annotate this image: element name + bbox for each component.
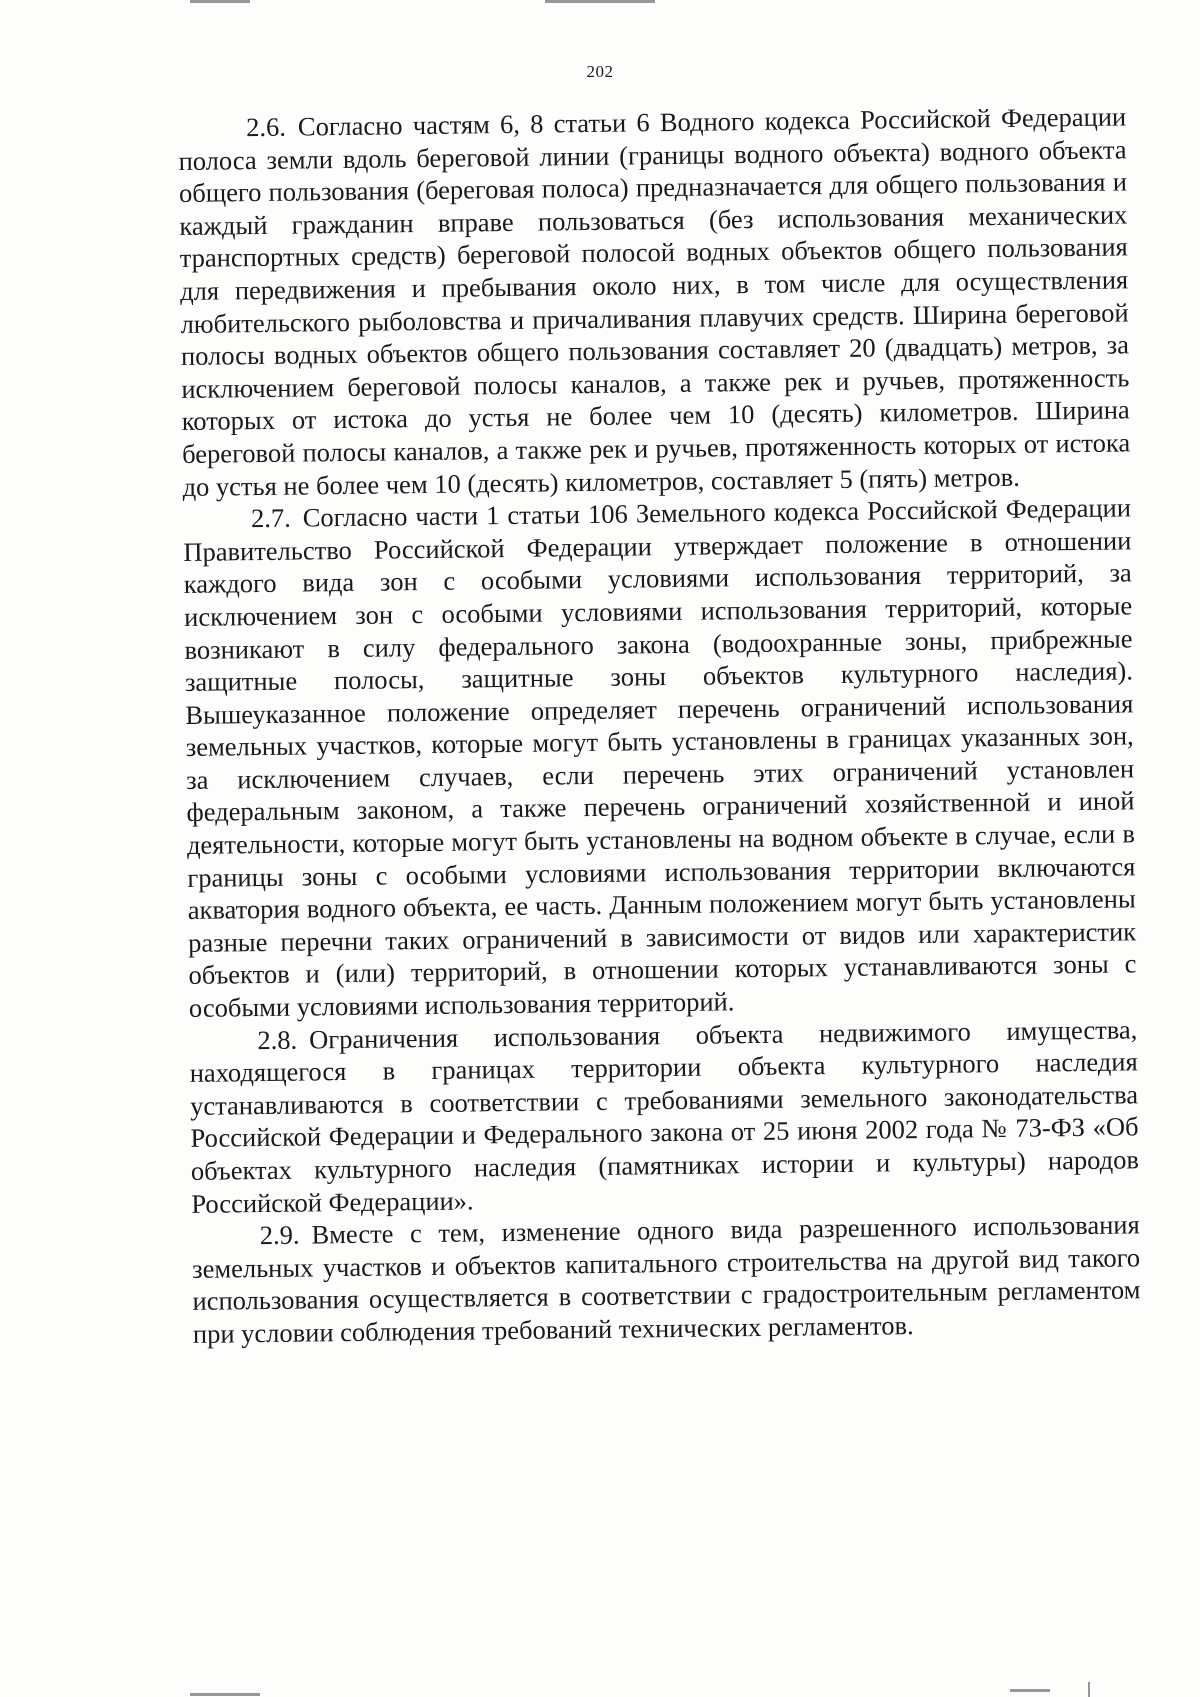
paragraph-text: Согласно части 1 статьи 106 Земельного кодекса Российской Федерации Правительство Российской Федерации утверждает положение в отношении каждого вида зон с особыми условиями использования территорий, за исключением зон с особыми условиями использования территорий, которые возникают в силу федерального закона (водоохранные зоны, прибрежные защитные полосы, защитные зоны объектов культурного наследия). Вышеуказанное положение определяет перечень ограничений использования земельных участков, которые могут быть установлены в границах указанных зон, за исключением случаев, если перечень этих ограничений установлен федеральным законом, а также перечень ограничений хозяйственной и иной деятельности, которые могут быть установлены на водном объекте в случае, если в границы зоны с особыми условиями использования территории включаются акватория водного объекта, ее часть. Данным положением могут быть установлены разные перечни таких ограничений в зависимости от видов или характеристик объектов и (или) территорий, в отношении которых устанавливаются зоны с особыми условиями использования территорий. (183, 492, 1137, 1023)
page-number: 202 (586, 62, 614, 81)
paragraph-number: 2.9. (259, 1219, 300, 1251)
paragraph-2-7 (183, 492, 1137, 1025)
scan-artifact-top-center (545, 0, 655, 3)
paragraph-text: Ограничения использования объекта недвижимого имущества, находящегося в границах территории объекта культурного наследия устанавливаются в соответствии с требованиями земельного законодательства Российской Федерации и Федерального закона от 25 июня 2002 года № 73-ФЗ «Об объектах культурного наследия (памятниках истории и культуры) народов Российской Федерации». (189, 1013, 1140, 1219)
paragraph-2-9 (192, 1209, 1142, 1351)
paragraph-2-6 (178, 100, 1131, 503)
scan-artifact-top-left (190, 0, 250, 3)
paragraph-number: 2.6. (246, 111, 287, 143)
paragraph-2-8 (189, 1013, 1139, 1220)
document-body (178, 100, 1141, 1350)
scan-artifact-bottom-left (190, 1693, 260, 1696)
paragraph-number: 2.8. (257, 1024, 298, 1055)
paragraph-text: Согласно частям 6, 8 статьи 6 Водного кодекса Российской Федерации полоса земли вдоль береговой линии (границы водного объекта) водного объекта общего пользования (береговая полоса) предназначается для общего пользования и каждый гражданин вправе пользоваться (без использования механических транспортных средств) береговой полосой водных объектов общего пользования для передвижения и пребывания около них, в том числе для осуществления любительского рыболовства и причаливания плавучих средств. Ширина береговой полосы водных объектов общего пользования составляет 20 (двадцать) метров, за исключением береговой полосы каналов, а также рек и ручьев, протяженность которых от истока до устья не более чем 10 (десять) километров. Ширина береговой полосы каналов, а также рек и ручьев, протяженность которых от истока до устья не более чем 10 (десять) километров, составляет 5 (пять) метров. (178, 101, 1131, 502)
paragraph-number: 2.7. (250, 502, 291, 534)
paragraph-text: Вместе с тем, изменение одного вида разрешенного использования земельных участков и объектов капитального строительства на другой вид такого использования осуществляется в соответствии с градостроительным регламентом при условии соблюдения требований технических регламентов. (191, 1209, 1141, 1349)
scan-artifact-bottom-right (1010, 1689, 1050, 1692)
scan-artifact-bottom-right-tick (1088, 1682, 1090, 1697)
